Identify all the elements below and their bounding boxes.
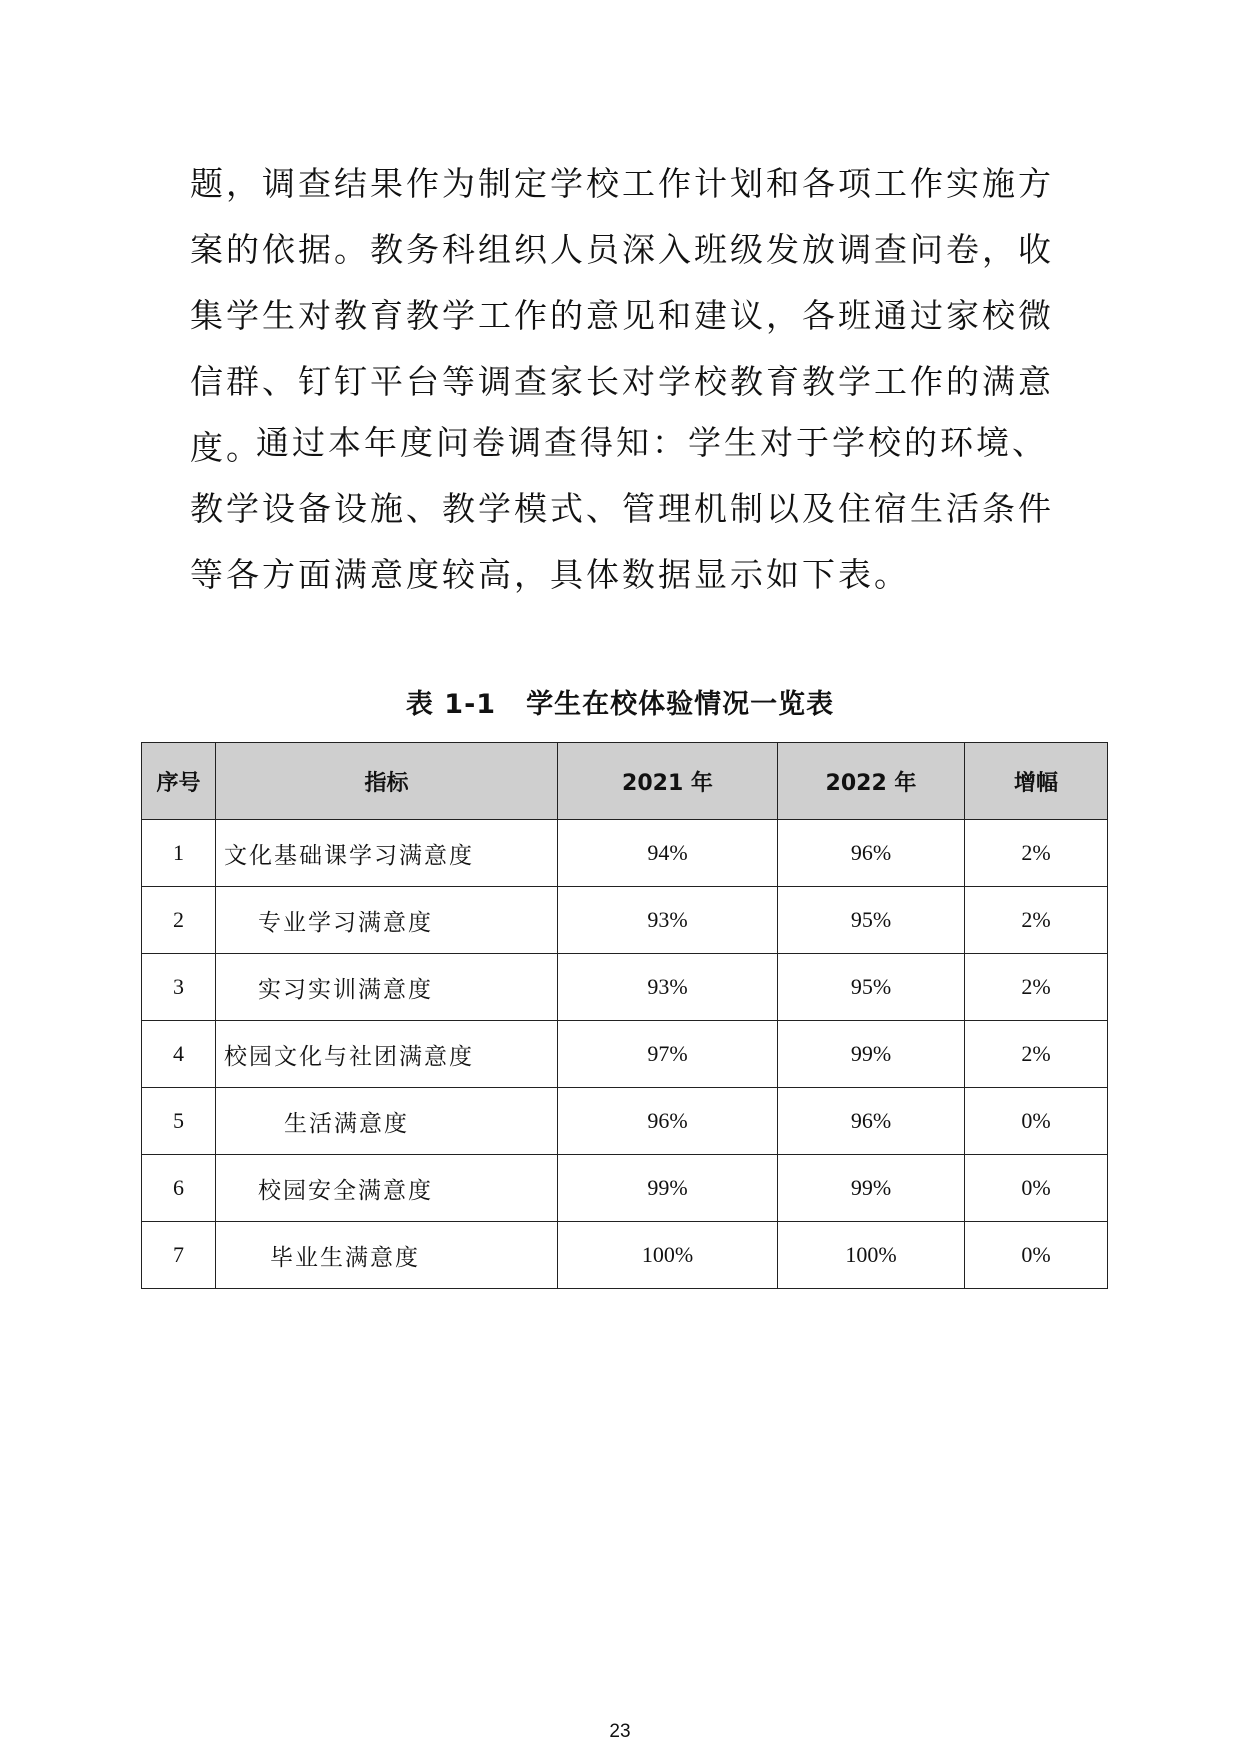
satisfaction-table — [141, 742, 1108, 1289]
table-row — [142, 1155, 1108, 1222]
page-number: 23 — [609, 1721, 631, 1742]
cell-2022-value: 96% — [778, 820, 965, 887]
cell-increase-value: 0% — [965, 1155, 1108, 1222]
indicator-text: 校园文化与社团满意度 — [224, 1043, 474, 1070]
cell-indicator — [216, 1155, 558, 1222]
cell-2022-value: 99% — [778, 1021, 965, 1088]
cell-indicator — [216, 954, 558, 1021]
cell-increase-value: 2% — [965, 820, 1108, 887]
cell-serial-number: 6 — [142, 1155, 216, 1222]
cell-serial-number: 7 — [142, 1222, 216, 1289]
table-row — [142, 954, 1108, 1021]
indicator-text: 文化基础课学习满意度 — [224, 842, 474, 869]
cell-2022-value: 99% — [778, 1155, 965, 1222]
cell-increase-value: 2% — [965, 887, 1108, 954]
indicator-text: 实习实训满意度 — [258, 976, 433, 1003]
cell-indicator — [216, 1088, 558, 1155]
cell-serial-number: 2 — [142, 887, 216, 954]
cell-2021-value: 100% — [558, 1222, 778, 1289]
cell-2021-value: 93% — [558, 954, 778, 1021]
table-caption — [0, 682, 1240, 721]
cell-increase-value: 0% — [965, 1222, 1108, 1289]
cell-2021-value: 93% — [558, 887, 778, 954]
cell-2021-value: 97% — [558, 1021, 778, 1088]
table-caption-title: 学生在校体验情况一览表 — [526, 689, 835, 720]
cell-serial-number: 1 — [142, 820, 216, 887]
table-row — [142, 1222, 1108, 1289]
cell-serial-number: 4 — [142, 1021, 216, 1088]
header-indicator: 指标 — [216, 743, 558, 820]
cell-indicator — [216, 887, 558, 954]
cell-increase-value: 2% — [965, 1021, 1108, 1088]
cell-2022-value: 95% — [778, 887, 965, 954]
body-paragraph-2: 通过本年度问卷调查得知：学生对于学校的环境、教学设备设施、教学模式、管理机制以及住宿生活条件等各方面满意度较高，具体数据显示如下表。 — [190, 423, 1054, 594]
cell-serial-number: 5 — [142, 1088, 216, 1155]
header-serial-number: 序号 — [142, 743, 216, 820]
table-row — [142, 1021, 1108, 1088]
cell-2021-value: 96% — [558, 1088, 778, 1155]
cell-increase-value: 2% — [965, 954, 1108, 1021]
table-row — [142, 820, 1108, 887]
cell-increase-value: 0% — [965, 1088, 1108, 1155]
cell-2022-value: 95% — [778, 954, 965, 1021]
table-header-row — [142, 743, 1108, 820]
cell-serial-number: 3 — [142, 954, 216, 1021]
cell-2022-value: 100% — [778, 1222, 965, 1289]
cell-indicator — [216, 820, 558, 887]
table-caption-number: 表 1-1 — [405, 689, 497, 720]
header-year-2021: 2021 年 — [558, 743, 778, 820]
indicator-text: 校园安全满意度 — [258, 1177, 433, 1204]
indicator-text: 专业学习满意度 — [258, 909, 433, 936]
table-row — [142, 887, 1108, 954]
cell-2021-value: 99% — [558, 1155, 778, 1222]
cell-indicator — [216, 1021, 558, 1088]
table-row — [142, 1088, 1108, 1155]
cell-indicator — [216, 1222, 558, 1289]
header-year-2022: 2022 年 — [778, 743, 965, 820]
cell-2022-value: 96% — [778, 1088, 965, 1155]
body-paragraph-1: 题，调查结果作为制定学校工作计划和各项工作实施方案的依据。教务科组织人员深入班级发放调查问卷，收集学生对教育教学工作的意见和建议，各班通过家校微信群、钉钉平台等调查家长对学校教育教学工作的满意度。 — [190, 164, 1054, 467]
indicator-text: 毕业生满意度 — [270, 1244, 420, 1271]
indicator-text: 生活满意度 — [284, 1110, 409, 1137]
header-increase: 增幅 — [965, 743, 1108, 820]
cell-2021-value: 94% — [558, 820, 778, 887]
